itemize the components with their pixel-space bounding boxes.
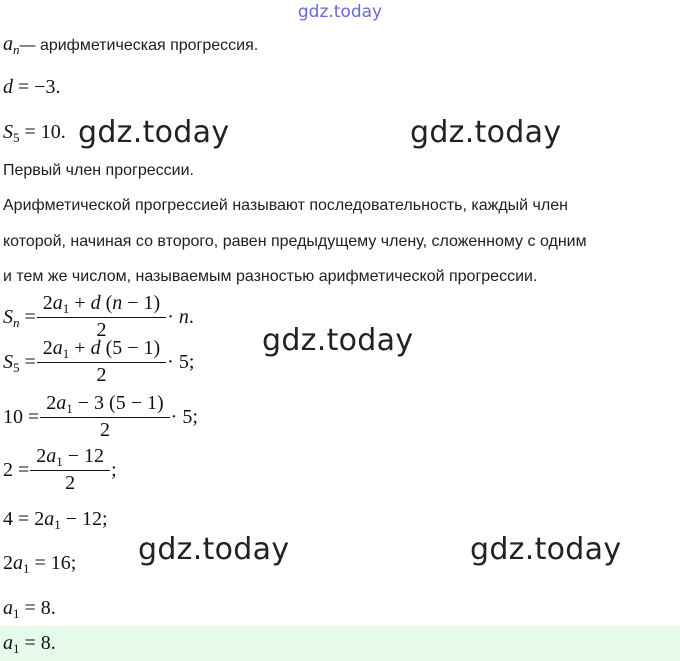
given-progression-text: — арифметическая прогрессия.: [19, 37, 259, 54]
final-answer: $a_1 = 8$.: [3, 632, 56, 656]
watermark-text: gdz.today: [138, 532, 290, 567]
watermark-text: gdz.today: [262, 323, 414, 358]
find-statement: Первый член прогрессии.: [3, 162, 194, 179]
sum-formula-s5: $S_5$ = $\frac{2a_1 + d (5 - 1)}{2}$ · 5;: [3, 337, 195, 386]
watermark-text: gdz.today: [410, 115, 562, 150]
definition-line-1: Арифметической прогрессией называют последовательность, каждый член: [3, 197, 568, 214]
equation-result: $a_1 = 8$.: [3, 597, 56, 621]
definition-line-2: которой, начиная со второго, равен предыдущему члену, сложенному с одним: [3, 233, 587, 250]
watermark-text: gdz.today: [78, 115, 230, 150]
definition-line-3: и тем же числом, называемым разностью арифметической прогрессии.: [3, 268, 538, 285]
equation-multiplied: $4 = 2a_1 - 12$;: [3, 508, 108, 532]
equation-substituted: 10 = $\frac{2a_1 - 3 (5 - 1)}{2}$ · 5;: [3, 392, 198, 441]
answer-highlight: [0, 626, 680, 661]
site-header-watermark: gdz.today: [297, 2, 383, 22]
given-sum: $S_5 = 10$.: [3, 121, 66, 145]
given-progression-line: $a_n—$ арифметическая прогрессия.: [3, 33, 259, 57]
watermark-text: gdz.today: [470, 532, 622, 567]
equation-simplified: $2a_1 = 16$;: [3, 552, 77, 576]
given-difference: d = −3.: [3, 76, 61, 98]
sum-formula-general: $S_n$ = $\frac{2a_1 + d (n - 1)}{2}$ · n.: [3, 292, 194, 341]
equation-divided: 2 = $\frac{2a_1 - 12}{2}$ ;: [3, 445, 117, 494]
